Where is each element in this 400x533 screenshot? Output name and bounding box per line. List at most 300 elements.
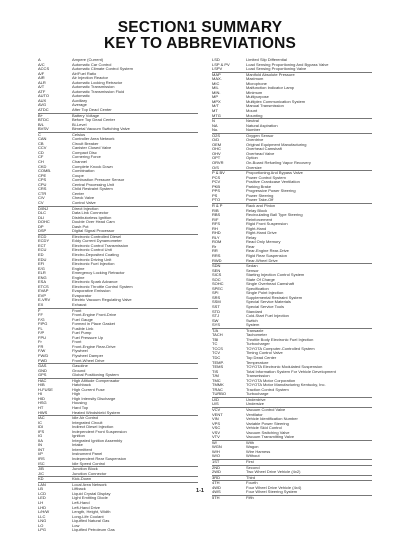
abbreviation-term: LH	[38, 500, 44, 505]
abbreviation-term: J/B	[38, 466, 44, 472]
abbreviation-meaning: Vacuum Transmitting Valve	[246, 435, 295, 440]
abbreviation-term: KD	[38, 476, 44, 482]
abbreviation-meaning: Relay	[246, 235, 257, 240]
abbreviation-term: F/G	[38, 317, 45, 322]
abbreviation-meaning: Manifold Absolute Pressure	[246, 72, 295, 77]
abbreviation-meaning: System	[246, 323, 260, 328]
abbreviation-term: VTV	[212, 435, 220, 440]
abbreviation-term: 2ND	[212, 464, 221, 470]
abbreviation-row	[212, 459, 372, 465]
abbreviation-term: CRS	[38, 187, 47, 192]
abbreviation-term: FWD	[38, 358, 48, 363]
abbreviation-meaning: Controller Area Network	[72, 137, 115, 142]
abbreviation-meaning: Multipurpose	[246, 95, 269, 100]
abbreviation-term: DP	[38, 224, 44, 229]
abbreviation-meaning: Engine	[72, 275, 85, 280]
abbreviation-meaning: Electro-Deposited Coating	[72, 252, 119, 257]
abbreviation-term: PPS	[212, 189, 221, 194]
abbreviation-term: T/M	[212, 374, 219, 379]
abbreviation-meaning: Mount	[246, 109, 258, 114]
abbreviation-term: ATDC	[38, 108, 49, 113]
abbreviation-term: SOC	[212, 277, 221, 282]
abbreviation-meaning: On-Board Refueling Vapor Recovery	[246, 161, 311, 166]
abbreviation-meaning: Electronic Control Transmission	[72, 243, 129, 248]
abbreviation-term: FR	[38, 344, 44, 349]
abbreviation-term: HI	[38, 392, 42, 397]
abbreviation-term: FW/D	[38, 354, 49, 358]
abbreviation-term: DLC	[38, 211, 47, 216]
abbreviation-meaning: Wagon	[246, 445, 259, 450]
abbreviation-meaning: TOYOTA Motor Manufacturing Kentucky, Inc.	[246, 383, 326, 388]
abbreviation-term: IIA	[38, 438, 43, 443]
abbreviation-term: R/B	[212, 208, 219, 213]
abbreviation-term: OPT	[212, 156, 221, 161]
abbreviation-term: TIS	[212, 369, 219, 374]
abbreviation-term: ALR	[38, 80, 46, 85]
abbreviation-term: RWD	[212, 258, 222, 263]
abbreviation-meaning: Average	[72, 103, 87, 108]
abbreviation-term: IAC	[38, 415, 45, 421]
abbreviation-term: FPU	[38, 335, 46, 340]
abbreviation-meaning: Local Area Network	[72, 482, 107, 487]
abbreviation-term: PCS	[212, 175, 221, 180]
abbreviation-term: SOHC	[212, 282, 224, 287]
abbreviation-meaning: Throttle Body Electronic Fuel Injection	[246, 337, 314, 342]
abbreviation-term: FL	[38, 326, 43, 331]
abbreviation-meaning: Idle Speed Control	[72, 461, 106, 466]
abbreviation-term: PKB	[212, 184, 221, 189]
abbreviation-meaning: Intake	[72, 443, 83, 448]
abbreviation-term: PCV	[212, 180, 221, 185]
abbreviation-row	[38, 229, 198, 234]
abbreviation-row	[38, 373, 198, 378]
abbreviation-meaning: Flywheel Damper	[72, 354, 104, 358]
abbreviation-meaning: Complete Knock Down	[72, 164, 113, 169]
abbreviation-term: 4WD	[212, 485, 221, 490]
abbreviation-meaning: Gasoline	[72, 364, 88, 369]
abbreviation-term: MP	[212, 95, 218, 100]
abbreviation-meaning: Overdrive	[246, 138, 264, 143]
abbreviation-meaning: Automatic Car Control	[72, 62, 112, 67]
abbreviation-meaning: Light Emitting Diode	[72, 496, 108, 501]
abbreviation-meaning: Two Wheel Drive Vehicle (4x2)	[246, 470, 301, 475]
abbreviation-meaning: Oxygen Sensor	[246, 133, 274, 138]
abbreviation-term: TBI	[212, 337, 219, 342]
abbreviation-term: A/T	[38, 85, 45, 90]
abbreviation-term: HWS	[38, 410, 48, 415]
abbreviation-meaning: Automatic Transmission	[72, 85, 115, 90]
abbreviation-meaning: Read Only Memory	[246, 240, 281, 245]
abbreviation-meaning: Single Overhead Camshaft	[246, 282, 295, 287]
abbreviation-meaning: Power Steering	[246, 193, 274, 198]
abbreviation-term: VSC	[212, 426, 221, 431]
abbreviation-term: MT	[212, 109, 218, 114]
abbreviation-term: WGN	[212, 445, 222, 450]
abbreviation-meaning: Liquified Natural Gas	[72, 519, 110, 524]
abbreviation-term: U/S	[212, 402, 219, 407]
abbreviation-term: STD	[212, 309, 220, 314]
abbreviation-term: SDN	[212, 263, 221, 269]
abbreviation-meaning: Battery Voltage	[72, 113, 100, 118]
abbreviation-term: IRS	[38, 457, 45, 462]
abbreviation-term: O2S	[212, 132, 221, 138]
abbreviation-meaning: Without	[246, 454, 260, 459]
abbreviation-term: SW	[212, 318, 219, 323]
abbreviation-term: R & P	[212, 202, 223, 208]
abbreviation-meaning: TOYOTA Electronic Modulated Suspension	[246, 365, 323, 370]
abbreviation-meaning: Natural Aspiration	[246, 123, 278, 128]
abbreviation-term: Fr	[38, 340, 42, 345]
abbreviation-term: VIN	[212, 417, 219, 422]
abbreviation-term: ECT	[38, 243, 46, 248]
abbreviation-meaning: Electronic Fuel Injection	[72, 262, 115, 267]
abbreviation-term: ORVR	[212, 161, 224, 166]
abbreviation-row	[212, 166, 372, 171]
abbreviation-row	[212, 67, 372, 72]
abbreviation-meaning: Independent Rear Suspension	[72, 457, 127, 462]
abbreviation-meaning: TOYOTA Computer-Controlled System	[246, 346, 315, 351]
abbreviation-term: F/W	[38, 349, 46, 354]
abbreviation-meaning: Positive Crankcase Ventilation	[246, 180, 300, 185]
abbreviation-term: SYS	[212, 323, 221, 328]
abbreviation-term: CB	[38, 141, 44, 146]
abbreviation-meaning: Dash Pot	[72, 224, 89, 229]
abbreviation-meaning: Liquid Crystal Display	[72, 491, 111, 496]
abbreviation-meaning: Fifth	[246, 495, 254, 500]
abbreviation-term: E/G	[38, 266, 45, 271]
abbreviation-meaning: High	[72, 392, 81, 397]
abbreviation-term: 4WS	[212, 490, 221, 495]
abbreviation-column-left	[38, 58, 198, 533]
abbreviation-term: INT	[38, 447, 45, 452]
abbreviation-row	[212, 128, 372, 133]
abbreviation-term: I/P	[38, 452, 43, 457]
abbreviation-term: CKD	[38, 164, 47, 169]
abbreviation-meaning: Progressive Power Steering	[246, 189, 296, 194]
abbreviation-meaning: Turbocharger	[246, 342, 270, 347]
abbreviation-meaning: Overhead Valve	[246, 151, 275, 156]
abbreviation-meaning: Fourth	[246, 481, 258, 486]
abbreviation-term: NA	[212, 123, 218, 128]
abbreviation-meaning: Rear	[246, 244, 255, 249]
abbreviation-term: IN	[38, 443, 42, 448]
abbreviation-meaning: Global Positioning System	[72, 373, 119, 378]
abbreviation-meaning: Switch	[246, 318, 258, 323]
abbreviation-term: RRS	[212, 253, 221, 258]
abbreviation-meaning: Sedan	[246, 264, 258, 269]
abbreviation-meaning: Hard Top	[72, 406, 89, 411]
abbreviation-term: N	[212, 118, 215, 124]
abbreviation-meaning: Automatic Locking Retractor	[72, 80, 123, 85]
abbreviation-term: A/F	[38, 71, 45, 76]
abbreviation-term: ECD	[38, 233, 47, 239]
abbreviation-meaning: Overhead Camshaft	[246, 147, 282, 152]
abbreviation-term: SPI	[212, 291, 219, 296]
abbreviation-meaning: Intermittent	[72, 447, 93, 452]
abbreviation-term: FF	[38, 313, 43, 318]
abbreviation-meaning: Third	[246, 475, 256, 480]
abbreviation-row	[38, 476, 198, 482]
abbreviation-meaning: Bimetal Vacuum Switching Valve	[72, 127, 130, 132]
abbreviation-term: AVG	[38, 103, 47, 108]
abbreviation-term: HID	[38, 396, 45, 401]
abbreviation-term: 5TH	[212, 494, 220, 500]
abbreviation-meaning: Instrument Panel	[72, 452, 103, 457]
abbreviation-meaning: Liftback	[72, 487, 86, 492]
section-title	[0, 20, 400, 52]
abbreviation-meaning: Bi-Level	[72, 122, 87, 127]
abbreviation-meaning: Four Wheel Drive Vehicle (4x4)	[246, 485, 302, 490]
abbreviation-term: LLC	[38, 514, 46, 519]
abbreviation-term: ESA	[38, 280, 47, 285]
abbreviation-term: TC	[212, 342, 218, 347]
abbreviation-meaning: Cornering Force	[72, 155, 101, 160]
abbreviation-meaning: Length, Height, Width	[72, 510, 111, 515]
abbreviation-meaning: Kick-Down	[72, 477, 92, 482]
abbreviation-meaning: Special Service Tools	[246, 304, 284, 309]
abbreviation-meaning: Child Restraint System	[72, 187, 113, 192]
abbreviation-term: M/T	[212, 104, 219, 109]
abbreviation-row	[212, 259, 372, 264]
abbreviation-meaning: Canister Closed Valve	[72, 146, 112, 151]
abbreviation-row	[38, 108, 198, 113]
abbreviation-term: OHV	[212, 151, 221, 156]
abbreviation-meaning: Digital Signal Processor	[72, 229, 115, 234]
abbreviation-meaning: Traction Control System	[246, 387, 289, 392]
abbreviation-term: 2WD	[212, 470, 221, 475]
abbreviation-meaning: Vehicle Skid Control	[246, 426, 282, 431]
abbreviation-meaning: Flywheel	[72, 349, 88, 354]
abbreviation-term: MIL	[212, 86, 219, 91]
abbreviation-meaning: First	[246, 460, 254, 465]
abbreviation-term: SST	[212, 304, 220, 309]
abbreviation-meaning: Front-Wheel Drive	[72, 358, 105, 363]
abbreviation-meaning: Number	[246, 128, 261, 133]
abbreviation-term: GND	[38, 368, 47, 373]
abbreviation-meaning: Heated Windshield System	[72, 410, 121, 415]
abbreviation-term: MIN.	[212, 90, 221, 95]
abbreviation-term: MTG	[212, 113, 221, 118]
abbreviation-meaning: Eddy Current Dynamometer	[72, 239, 122, 244]
abbreviation-row	[38, 528, 198, 533]
abbreviation-meaning: Original Equipment Manufacturing	[246, 142, 307, 147]
abbreviation-term: VSV	[212, 430, 221, 435]
abbreviation-meaning: Compact Disc	[72, 150, 97, 155]
abbreviation-term: DSP	[38, 229, 47, 234]
abbreviation-meaning: Air Injection Reactor	[72, 76, 109, 81]
abbreviation-meaning: Load Sensing Proportioning Valve	[246, 67, 307, 72]
abbreviation-meaning: Coupe	[72, 173, 84, 178]
abbreviation-term: AIR	[38, 76, 45, 81]
abbreviation-row	[212, 323, 372, 328]
abbreviation-term: CV	[38, 200, 44, 205]
abbreviation-term: E-VRV	[38, 298, 51, 303]
abbreviation-term: H/B	[38, 383, 45, 388]
abbreviation-meaning: Starting Injection Control System	[246, 273, 305, 278]
abbreviation-meaning: Rigid Rear Suspension	[246, 253, 287, 258]
abbreviation-meaning: Control Valve	[72, 200, 96, 205]
abbreviation-term: ENG	[38, 275, 47, 280]
abbreviation-meaning: Transmission	[246, 374, 270, 379]
abbreviation-meaning: Transaxle	[246, 328, 264, 333]
abbreviation-meaning: Before Top Dead Center	[72, 118, 116, 123]
abbreviation-term: RR	[212, 249, 218, 254]
abbreviation-term: LCD	[38, 491, 47, 496]
abbreviation-term: TCV	[212, 351, 220, 356]
abbreviation-term: LO	[38, 523, 44, 528]
abbreviation-row	[212, 392, 372, 397]
abbreviation-term: O/S	[212, 165, 219, 170]
abbreviation-row	[38, 359, 198, 364]
abbreviation-meaning: Fusible Link	[72, 326, 94, 331]
abbreviation-term: TMMK	[212, 383, 224, 388]
section-title-line-1: SECTION1 SUMMARY	[117, 19, 283, 36]
abbreviation-meaning: Undersize	[246, 402, 265, 407]
abbreviation-meaning: Emergency Locking Retractor	[72, 271, 125, 276]
abbreviation-term: 4TH	[212, 480, 220, 486]
abbreviation-meaning: With	[246, 440, 254, 445]
abbreviation-term: VPS	[212, 421, 221, 426]
abbreviation-row	[212, 198, 372, 203]
abbreviation-meaning: Long-Life Coolant	[72, 514, 104, 519]
abbreviation-meaning: Electronic Driving Unit	[72, 257, 112, 262]
abbreviation-meaning: Electric Vacuum Regulating Valve	[72, 298, 132, 303]
abbreviation-term: SRS	[212, 295, 221, 300]
abbreviation-term: IC	[38, 420, 42, 425]
abbreviation-term: IG	[38, 434, 43, 439]
abbreviation-meaning: Evaporator	[72, 293, 92, 298]
abbreviation-term: B+	[38, 112, 44, 118]
abbreviation-row	[212, 435, 372, 440]
abbreviation-meaning: Fuel Gauge	[72, 317, 93, 322]
abbreviation-term: T/A	[212, 327, 219, 333]
abbreviation-term: GAS	[38, 363, 47, 369]
abbreviation-meaning: Power Control System	[246, 175, 286, 180]
abbreviation-meaning: Fuel Pump	[72, 331, 92, 336]
abbreviation-row	[38, 127, 198, 132]
abbreviation-term: ROM	[212, 240, 222, 245]
abbreviation-meaning: Junction Block	[72, 467, 98, 472]
abbreviation-meaning: Central Processing Unit	[72, 182, 115, 187]
abbreviation-row	[212, 470, 372, 475]
abbreviation-meaning: Rigid Front Suspension	[246, 222, 288, 227]
abbreviation-meaning: Electronic Spark Advance	[72, 280, 118, 285]
abbreviation-meaning: Power Take-Off	[246, 198, 274, 203]
abbreviation-term: CD	[38, 150, 44, 155]
abbreviation-meaning: Front	[72, 340, 82, 345]
abbreviation-term: TEMS	[212, 365, 224, 370]
abbreviation-term: LHD	[38, 505, 47, 510]
abbreviation-term: RBS	[212, 213, 221, 218]
abbreviation-meaning: Standard	[246, 309, 263, 314]
abbreviation-term: TDC	[212, 356, 221, 360]
abbreviation-term: L/H/W	[38, 510, 50, 515]
abbreviation-meaning: State Of Charge	[246, 277, 275, 282]
abbreviation-term: PS	[212, 193, 218, 198]
abbreviation-meaning: Multiplex Communication System	[246, 99, 306, 104]
abbreviation-term: P & BV	[212, 170, 225, 176]
abbreviation-term: F/P	[38, 331, 45, 336]
abbreviation-term: U/D	[212, 396, 219, 402]
abbreviation-term: CF	[38, 155, 44, 160]
abbreviation-term: LED	[38, 496, 46, 501]
abbreviation-term: HT	[38, 406, 44, 411]
abbreviation-term: DLI	[38, 215, 45, 220]
abbreviation-meaning: Housing	[72, 401, 87, 406]
abbreviation-meaning: Proportioning And Bypass Valve	[246, 171, 303, 176]
page-number: 1-1	[196, 488, 204, 494]
abbreviation-row	[38, 472, 198, 477]
abbreviation-term: BVSV	[38, 127, 49, 132]
abbreviation-row	[38, 303, 198, 308]
abbreviation-meaning: Tachometer	[246, 333, 267, 338]
abbreviation-term: COMB.	[38, 169, 52, 174]
abbreviation-row	[212, 114, 372, 119]
abbreviation-meaning: Vacuum Control Valve	[246, 408, 286, 413]
abbreviation-meaning: Reinforcement	[246, 217, 273, 222]
abbreviation-term: IDI	[38, 425, 44, 430]
abbreviation-term: EVP	[38, 293, 47, 298]
abbreviation-meaning: High Altitude Compensator	[72, 378, 120, 383]
abbreviation-meaning: Channel	[72, 160, 87, 165]
abbreviation-meaning: Specification	[246, 286, 269, 291]
abbreviation-row	[38, 201, 198, 206]
abbreviation-row	[212, 495, 372, 501]
abbreviation-term: ECU	[38, 248, 47, 253]
abbreviation-meaning: Left-Hand	[72, 500, 90, 505]
abbreviation-meaning: Ventilator	[246, 412, 263, 417]
abbreviation-meaning: Rear-Engine Rear-Drive	[246, 249, 289, 254]
abbreviation-term: CPE	[38, 173, 47, 178]
abbreviation-meaning: Center	[72, 191, 85, 196]
abbreviation-meaning: Combination	[72, 169, 95, 174]
abbreviation-term: BTDC	[38, 118, 49, 123]
abbreviation-meaning: Total Information System For Vehicle Development	[246, 369, 336, 374]
abbreviation-row	[38, 411, 198, 416]
abbreviation-row	[212, 475, 372, 481]
abbreviation-meaning: Celsius	[72, 132, 86, 137]
section-title-line-2: KEY TO ABBREVIATIONS	[103, 35, 297, 52]
abbreviation-meaning: Electronic Throttle Control System	[72, 284, 133, 289]
abbreviation-term: ECDY	[38, 239, 50, 244]
abbreviation-meaning: Wire Harness	[246, 449, 271, 454]
abbreviation-meaning: Turbocharge	[246, 392, 269, 397]
abbreviation-meaning: Direct Injection	[72, 206, 99, 211]
abbreviation-term: VCV	[212, 407, 221, 413]
abbreviation-meaning: Maximum	[246, 77, 264, 82]
abbreviation-term: AUX	[38, 98, 47, 103]
abbreviation-meaning: Right-Hand Drive	[246, 231, 277, 236]
abbreviation-meaning: Automatic Transmission Fluid	[72, 89, 125, 94]
abbreviation-term: OHC	[212, 147, 221, 152]
abbreviation-term: LSPV	[212, 67, 223, 72]
abbreviation-meaning: Circuit Breaker	[72, 141, 99, 146]
abbreviation-meaning: Distributorless Ignition	[72, 215, 112, 220]
abbreviation-meaning: Oversize	[246, 165, 262, 170]
abbreviation-row	[212, 402, 372, 407]
abbreviation-term: MAX.	[212, 77, 222, 82]
abbreviation-meaning: TOYOTA Motor Corporation	[246, 378, 296, 383]
abbreviation-term: ED	[38, 252, 44, 257]
abbreviation-term: CAN	[38, 137, 47, 142]
abbreviation-meaning: Sensor	[246, 268, 259, 273]
abbreviation-meaning: Timing Control Valve	[246, 351, 283, 356]
abbreviation-term: RLY	[212, 235, 220, 240]
abbreviation-term: EX	[38, 302, 44, 307]
abbreviation-meaning: Temperature	[246, 360, 269, 365]
abbreviation-term: LNG	[38, 519, 47, 524]
abbreviation-term: CCV	[38, 146, 47, 151]
